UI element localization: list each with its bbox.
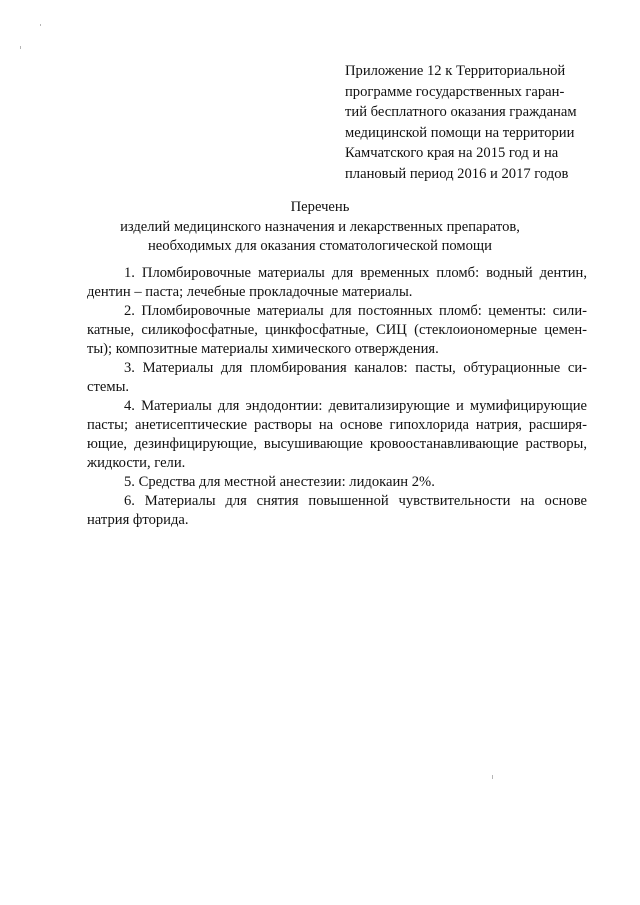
item-line: 2. Пломбировочные материалы для постоянных пломб: цементы: сили- (124, 303, 587, 319)
item-line: 1. Пломбировочные материалы для временных пломб: водный дентин, (124, 265, 587, 281)
appendix-note (345, 61, 595, 184)
list-item (87, 473, 587, 492)
item-line: ты); композитные материалы химического отверждения. (87, 341, 439, 357)
list-item (87, 359, 587, 397)
item-line: 4. Материалы для эндодонтии: девитализирующие и мумифицирующие (124, 398, 587, 414)
appendix-line: плановый период 2016 и 2017 годов (345, 165, 569, 182)
item-line: ющие, дезинфицирующие, высушивающие кровоостанавливающие растворы, (87, 436, 587, 452)
list-item (87, 302, 587, 359)
subtitle-line: изделий медицинского назначения и лекарственных препаратов, (120, 219, 520, 235)
appendix-line: Камчатского края на 2015 год и на (345, 145, 559, 161)
document-title (60, 198, 580, 217)
scan-speck (20, 46, 21, 49)
appendix-line: тий бесплатного оказания гражданам (345, 104, 577, 120)
scan-speck (40, 24, 41, 26)
item-line: натрия фторида. (87, 512, 189, 528)
subtitle-line: необходимых для оказания стоматологической помощи (148, 238, 492, 254)
item-line: 3. Материалы для пломбирования каналов: пасты, обтурационные си- (124, 360, 587, 376)
items-list (87, 264, 587, 530)
item-line: катные, силикофосфатные, цинкфосфатные, СИЦ (стеклоиономерные цемен- (87, 322, 587, 338)
appendix-line: медицинской помощи на территории (345, 124, 575, 141)
item-line: жидкости, гели. (87, 455, 186, 471)
list-item (87, 264, 587, 302)
scan-speck (492, 775, 493, 779)
list-item (87, 492, 587, 530)
item-line: стемы. (87, 379, 130, 395)
item-line: пасты; анетисептические растворы на основе гипохлорида натрия, расширя- (87, 417, 587, 433)
appendix-line: Приложение 12 к Территориальной (345, 63, 566, 79)
document-subtitle (60, 218, 580, 256)
item-line: 5. Средства для местной анестезии: лидокаин 2%. (124, 474, 435, 490)
item-line: дентин – паста; лечебные прокладочные материалы. (87, 284, 413, 300)
list-item (87, 397, 587, 473)
appendix-line: программе государственных гаран- (345, 83, 565, 100)
title-text: Перечень (290, 199, 350, 215)
item-line: 6. Материалы для снятия повышенной чувствительности на основе (124, 493, 587, 509)
